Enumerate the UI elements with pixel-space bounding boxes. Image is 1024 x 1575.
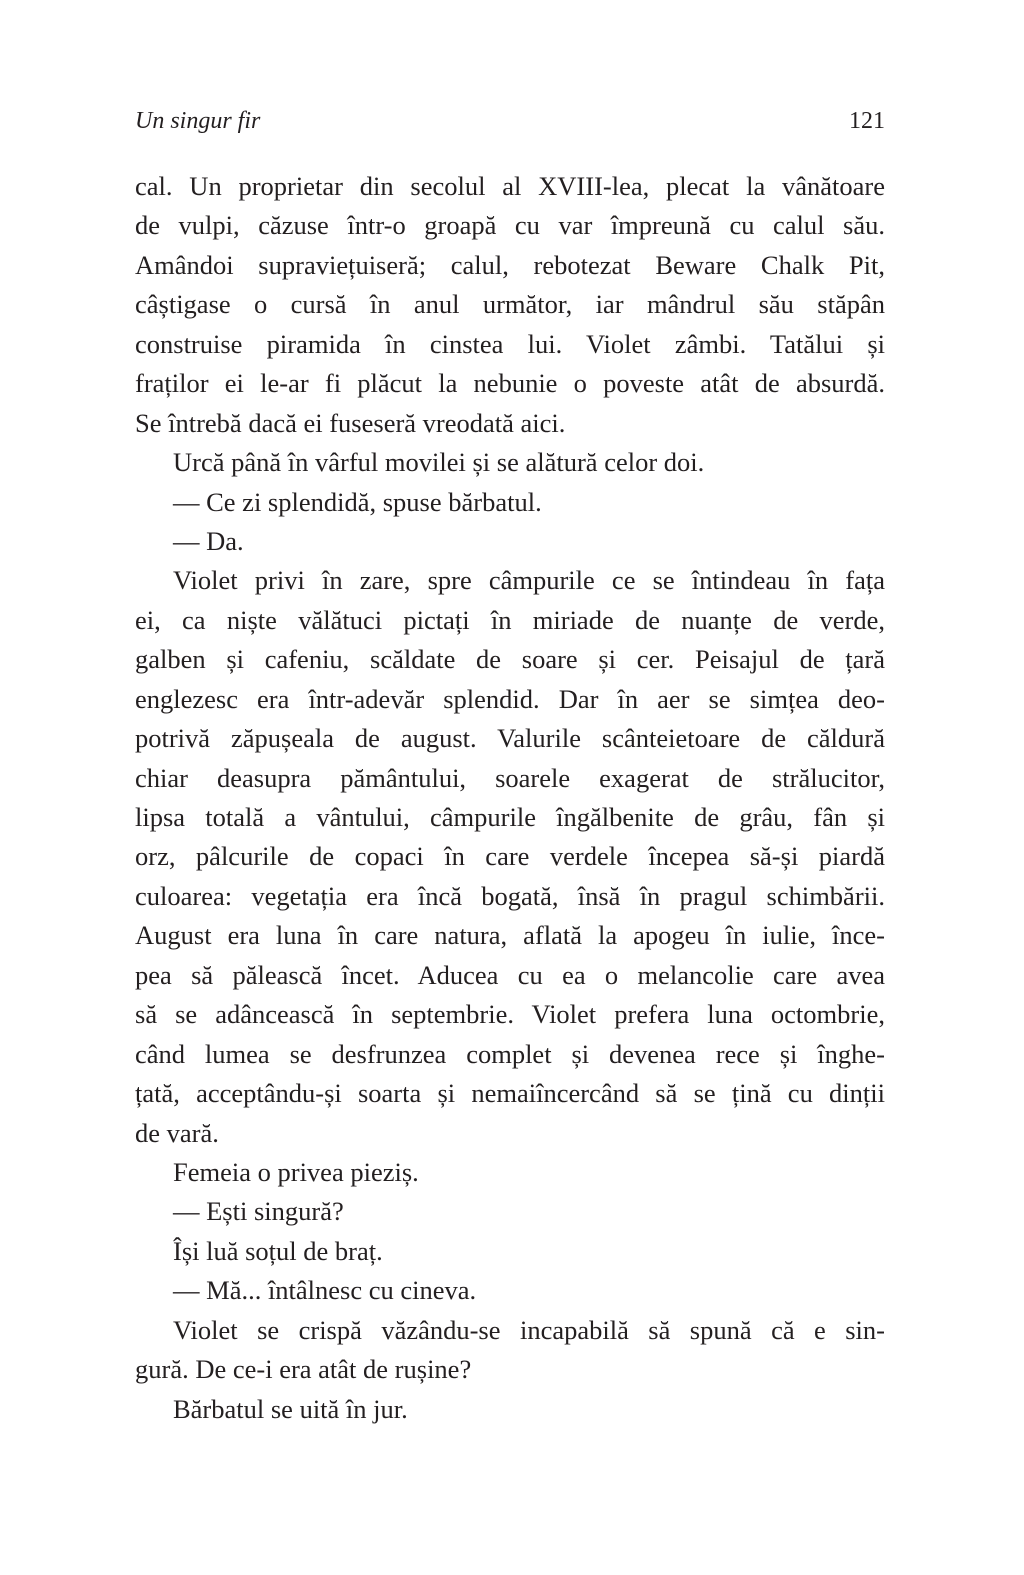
dialogue-line: — Ce zi splendidă, spuse bărbatul.: [173, 486, 542, 517]
text-line: câștigase o cursă în anul următor, iar mândrul său stăpân: [135, 289, 885, 320]
running-header-title: Un singur fir: [135, 108, 261, 134]
text-line: Bărbatul se uită în jur.: [173, 1393, 408, 1424]
text-line: țată, acceptându-și soarta și nemaiîncercând să se țină cu dinții: [135, 1078, 885, 1109]
text-line: August era luna în care natura, aflată la apogeu în iulie, înce-: [135, 920, 885, 951]
dialogue-line: — Da.: [173, 525, 244, 556]
text-line: să se adâncească în septembrie. Violet prefera luna octombrie,: [135, 999, 885, 1030]
text-line: construise piramida în cinstea lui. Violet zâmbi. Tatălui și: [135, 328, 885, 359]
text-line: Violet se crispă văzându-se incapabilă să spună că e sin-: [173, 1314, 885, 1345]
text-line: potrivă zăpușeala de august. Valurile scânteietoare de căldură: [135, 723, 885, 754]
text-line: Își luă soțul de braț.: [173, 1235, 383, 1266]
text-line: când lumea se desfrunzea complet și devenea rece și înghe-: [135, 1038, 885, 1069]
text-line: culoarea: vegetația era încă bogată, însă în pragul schimbării.: [135, 880, 885, 911]
dialogue-line: — Ești singură?: [173, 1196, 344, 1227]
text-line: lipsa totală a vântului, câmpurile îngălbenite de grâu, fân și: [135, 802, 885, 832]
text-line: Urcă până în vârful movilei și se alătură celor doi.: [173, 447, 705, 478]
page-body-text: [135, 167, 885, 1429]
text-line: ei, ca niște vălătuci pictați în miriade de nuanțe de verde,: [135, 604, 885, 635]
text-line: englezesc era într-adevăr splendid. Dar în aer se simțea deo-: [135, 683, 885, 714]
text-line: cal. Un proprietar din secolul al XVIII-lea, plecat la vânătoare: [135, 171, 885, 201]
text-line: fraților ei le-ar fi plăcut la nebunie o poveste atât de absurdă.: [135, 368, 885, 399]
text-line: Se întrebă dacă ei fuseseră vreodată aici.: [135, 407, 566, 438]
dialogue-line: — Mă... întâlnesc cu cineva.: [173, 1275, 477, 1306]
text-line: Violet privi în zare, spre câmpurile ce se întindeau în fața: [173, 565, 885, 596]
text-line: gură. De ce-i era atât de rușine?: [135, 1354, 472, 1385]
text-line: de vulpi, căzuse într-o groapă cu var împreună cu calul său.: [135, 210, 885, 241]
text-line: Femeia o privea pieziș.: [173, 1156, 419, 1187]
text-line: galben și cafeniu, scăldate de soare și cer. Peisajul de țară: [135, 644, 885, 675]
text-line: chiar deasupra pământului, soarele exagerat de strălucitor,: [135, 762, 885, 793]
text-line: de vară.: [135, 1117, 219, 1148]
text-line: pea să pălească încet. Aducea cu ea o melancolie care avea: [135, 959, 885, 990]
text-line: orz, pâlcurile de copaci în care verdele începea să-și piardă: [135, 841, 885, 872]
text-line: Amândoi supraviețuiseră; calul, rebotezat Beware Chalk Pit,: [135, 249, 885, 280]
page-number: 121: [849, 108, 885, 134]
